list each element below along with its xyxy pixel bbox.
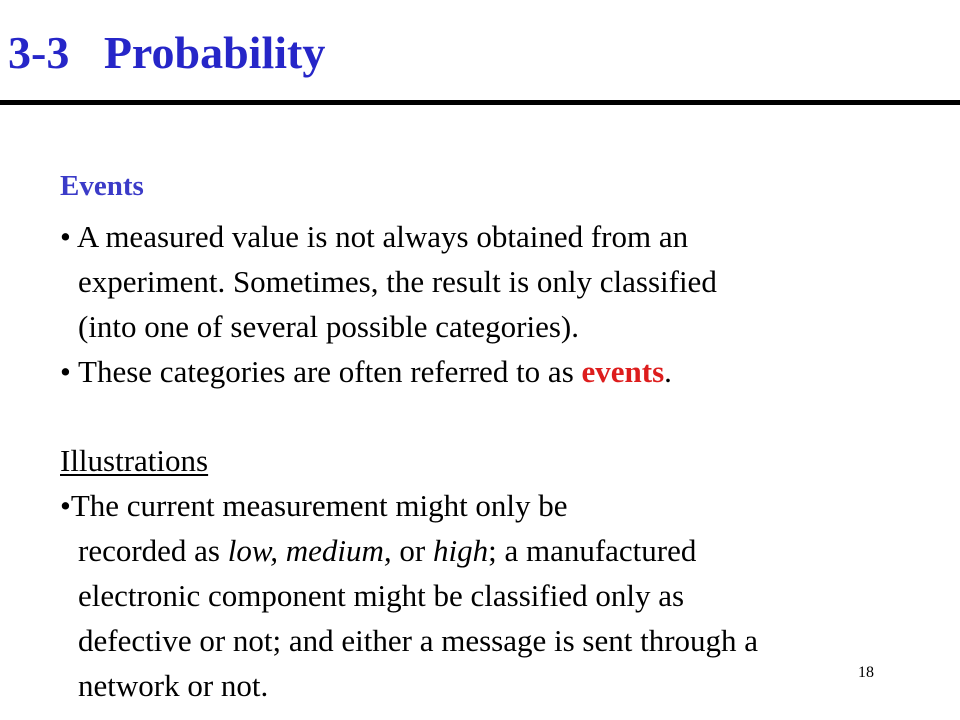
events-heading: Events: [60, 170, 144, 202]
page-number: 18: [858, 664, 874, 681]
illustrations-bullet-line5: network or not.: [78, 668, 269, 703]
illustrations-bullet-line1: •The current measurement might only be: [60, 488, 568, 523]
slide-title: 3-3 Probability: [8, 27, 326, 78]
line2-text-c: ; a manufactured: [488, 533, 697, 568]
events-bullet2-suffix: .: [664, 354, 672, 389]
line2-text-b: or: [391, 533, 433, 568]
line2-italic-b: high: [432, 533, 489, 568]
illustrations-heading: Illustrations: [60, 443, 209, 478]
events-bullet1-line2: experiment. Sometimes, the result is only classified: [78, 264, 717, 299]
events-bullet1-line1: • A measured value is not always obtained from an: [60, 219, 689, 254]
line2-italic-a: low, medium,: [227, 533, 392, 568]
illustrations-bullet-line2: [78, 535, 696, 566]
illustrations-bullet-line4: defective or not; and either a message is sent through a: [78, 623, 759, 658]
events-emphasis: events: [581, 354, 665, 389]
events-bullet1-line3: (into one of several possible categories).: [78, 309, 579, 344]
title-divider: [0, 100, 960, 105]
illustrations-bullet-line3: electronic component might be classified only as: [78, 578, 685, 613]
line2-text-a: recorded as: [78, 533, 228, 568]
events-bullet2: [60, 356, 672, 387]
events-bullet2-prefix: • These categories are often referred to as: [60, 354, 582, 389]
